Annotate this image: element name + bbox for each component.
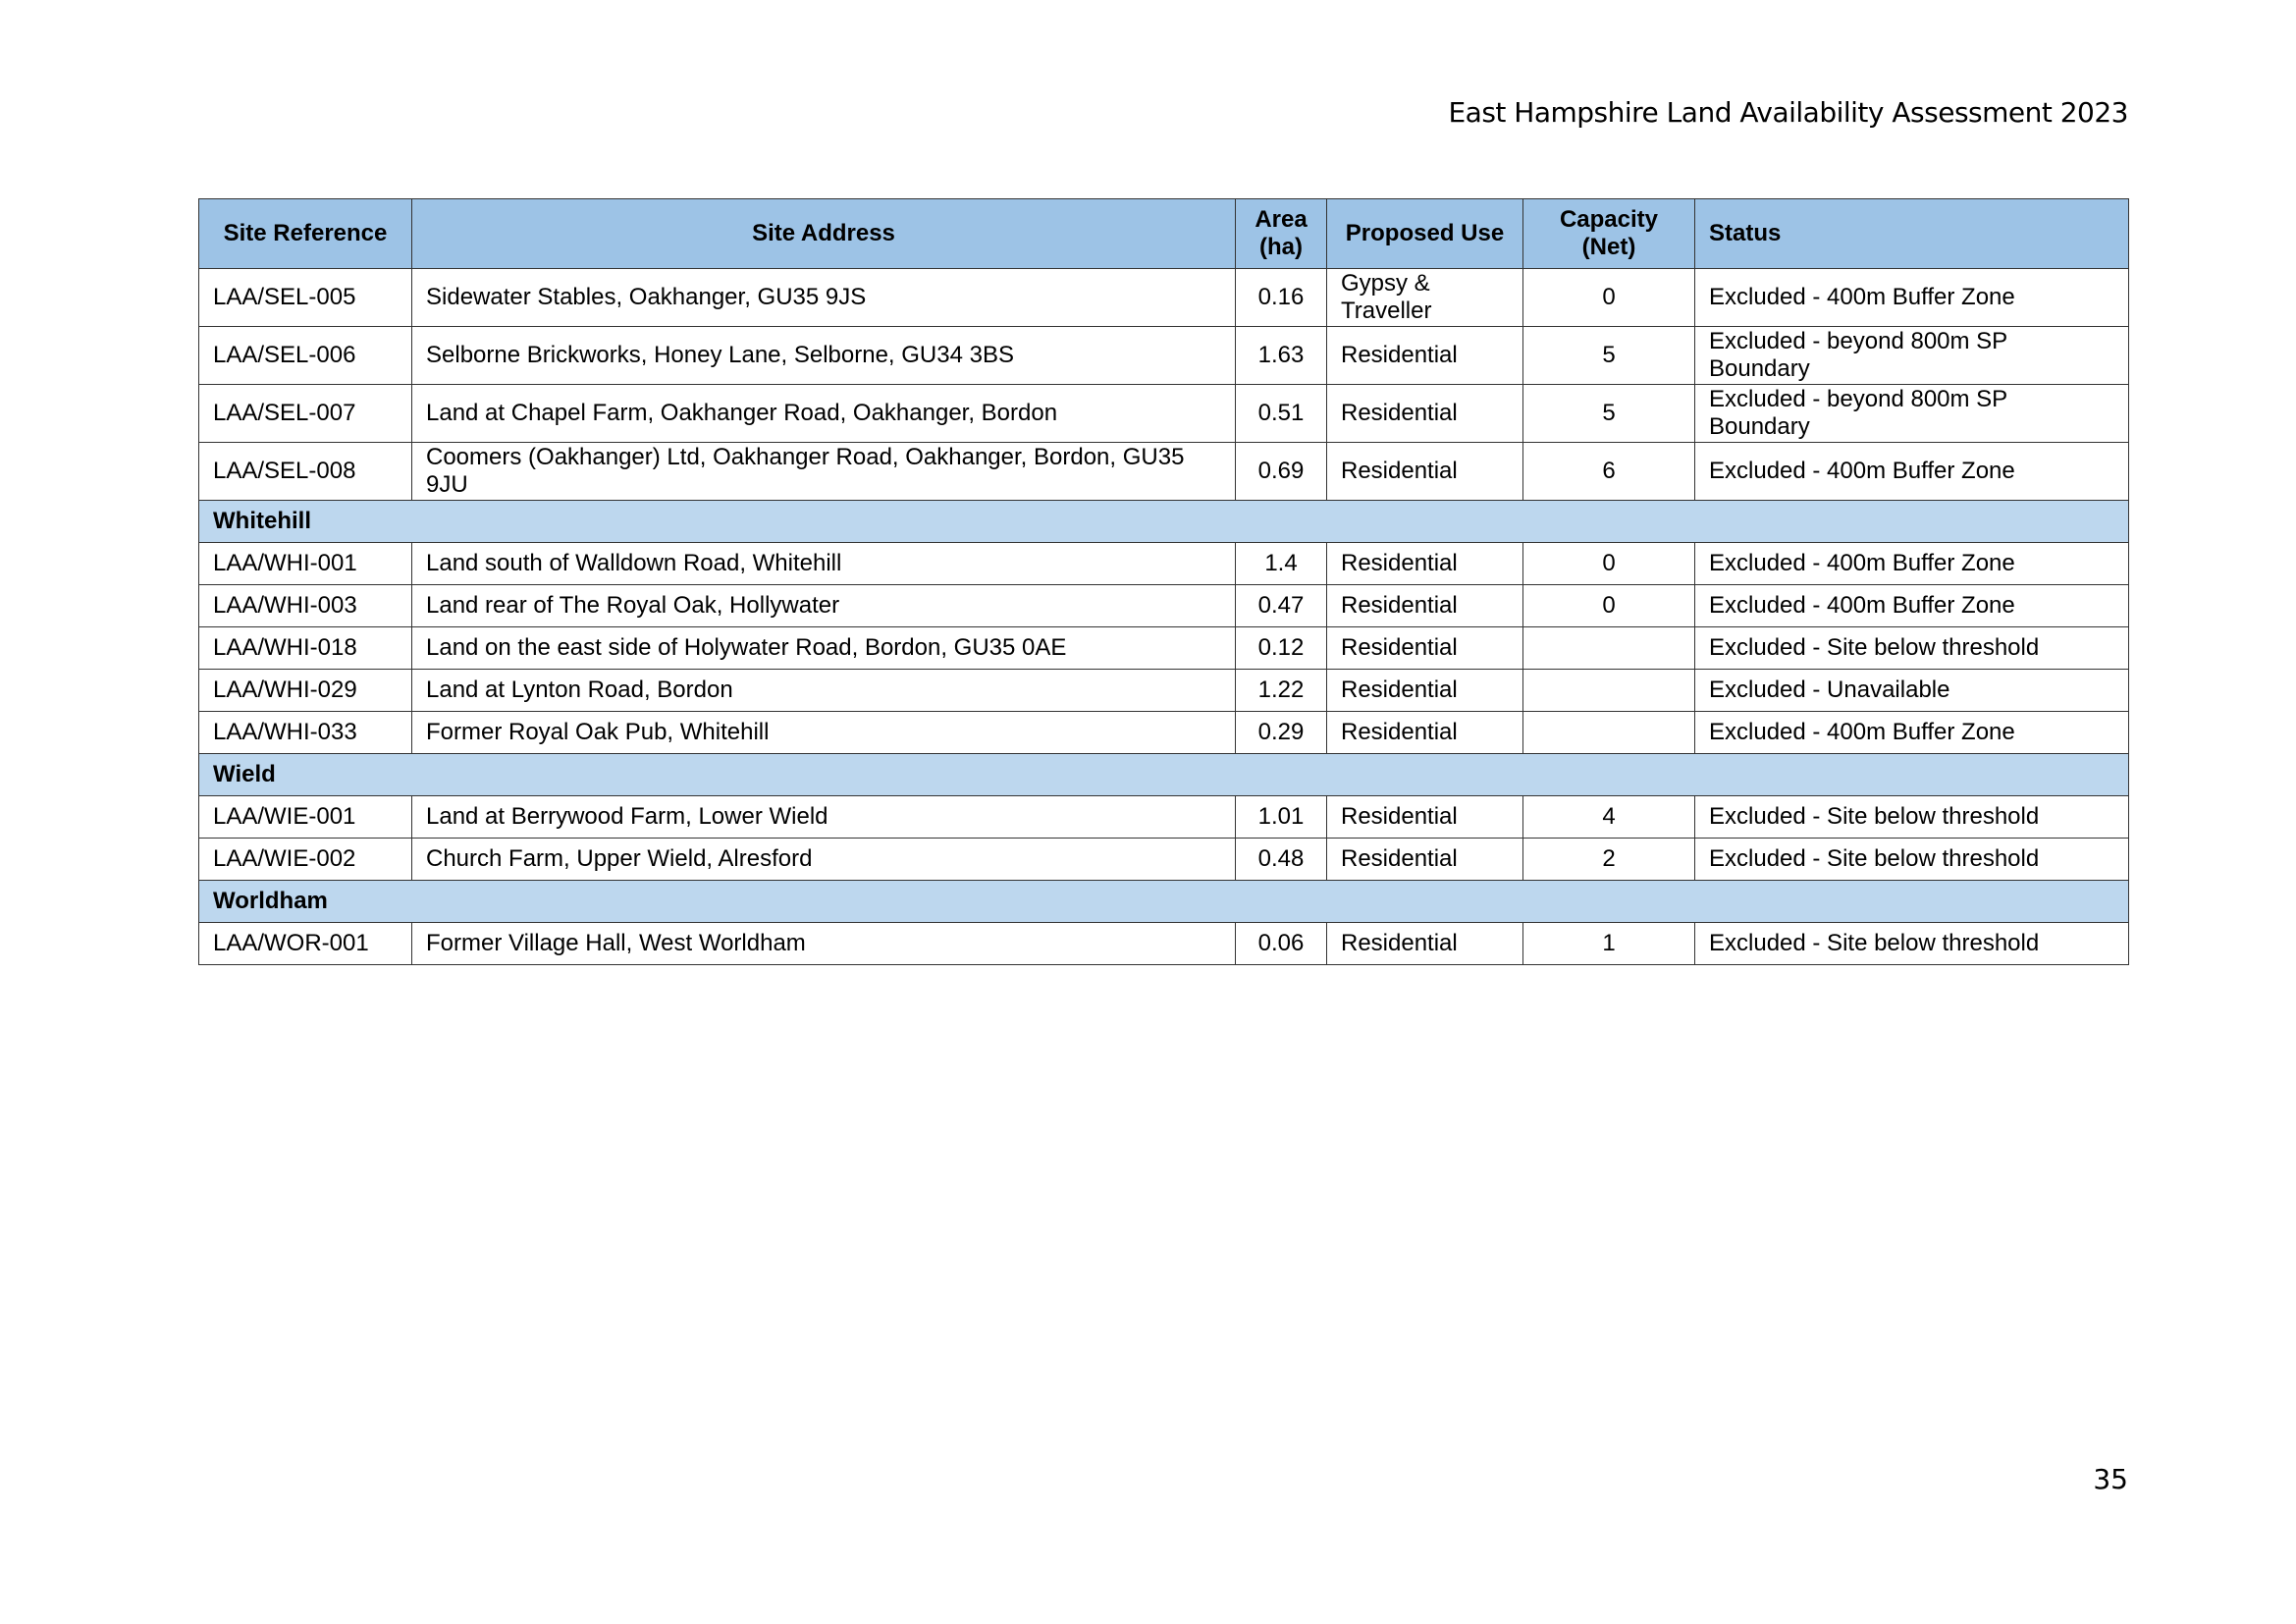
area-cell: 0.51	[1236, 385, 1327, 443]
site-reference-cell: LAA/WIE-002	[199, 839, 412, 881]
table-row	[199, 543, 2129, 585]
group-row-wield	[199, 754, 2129, 796]
status-cell: Excluded - 400m Buffer Zone	[1695, 543, 2129, 585]
capacity-cell: 2	[1523, 839, 1695, 881]
proposed-use-cell: Residential	[1327, 796, 1523, 839]
site-reference-cell: LAA/WHI-029	[199, 670, 412, 712]
group-row-worldham	[199, 881, 2129, 923]
table-row	[199, 385, 2129, 443]
status-cell: Excluded - Site below threshold	[1695, 923, 2129, 965]
proposed-use-cell: Residential	[1327, 712, 1523, 754]
capacity-cell: 0	[1523, 543, 1695, 585]
capacity-cell: 0	[1523, 269, 1695, 327]
table-row	[199, 839, 2129, 881]
site-address-cell: Former Village Hall, West Worldham	[412, 923, 1236, 965]
proposed-use-cell: Residential	[1327, 543, 1523, 585]
site-address-cell: Land at Lynton Road, Bordon	[412, 670, 1236, 712]
site-reference-cell: LAA/WHI-018	[199, 627, 412, 670]
table-row	[199, 923, 2129, 965]
proposed-use-cell: Residential	[1327, 627, 1523, 670]
site-address-cell: Selborne Brickworks, Honey Lane, Selborne, GU34 3BS	[412, 327, 1236, 385]
area-cell: 0.48	[1236, 839, 1327, 881]
area-cell: 0.29	[1236, 712, 1327, 754]
capacity-cell: 4	[1523, 796, 1695, 839]
site-reference-cell: LAA/SEL-007	[199, 385, 412, 443]
site-reference-cell: LAA/SEL-005	[199, 269, 412, 327]
column-header-proposed-use: Proposed Use	[1327, 199, 1523, 269]
site-reference-cell: LAA/SEL-006	[199, 327, 412, 385]
capacity-cell: 1	[1523, 923, 1695, 965]
table-row	[199, 585, 2129, 627]
site-address-cell: Former Royal Oak Pub, Whitehill	[412, 712, 1236, 754]
status-cell: Excluded - Site below threshold	[1695, 627, 2129, 670]
capacity-cell: 5	[1523, 327, 1695, 385]
capacity-cell	[1523, 670, 1695, 712]
area-cell: 1.4	[1236, 543, 1327, 585]
site-reference-cell: LAA/WHI-003	[199, 585, 412, 627]
capacity-cell: 6	[1523, 443, 1695, 501]
proposed-use-cell: Residential	[1327, 585, 1523, 627]
column-header-area: Area (ha)	[1236, 199, 1327, 269]
area-cell: 1.63	[1236, 327, 1327, 385]
proposed-use-cell: Residential	[1327, 443, 1523, 501]
area-cell: 1.22	[1236, 670, 1327, 712]
column-header-capacity: Capacity (Net)	[1523, 199, 1695, 269]
group-label: Worldham	[199, 881, 2129, 923]
site-address-cell: Church Farm, Upper Wield, Alresford	[412, 839, 1236, 881]
table-header-row	[199, 199, 2129, 269]
sites-table	[198, 198, 2129, 965]
capacity-cell: 0	[1523, 585, 1695, 627]
group-label: Wield	[199, 754, 2129, 796]
group-row-whitehill	[199, 501, 2129, 543]
site-address-cell: Land at Berrywood Farm, Lower Wield	[412, 796, 1236, 839]
proposed-use-cell: Residential	[1327, 670, 1523, 712]
area-cell: 0.69	[1236, 443, 1327, 501]
area-cell: 0.16	[1236, 269, 1327, 327]
site-reference-cell: LAA/WHI-001	[199, 543, 412, 585]
site-address-cell: Coomers (Oakhanger) Ltd, Oakhanger Road, Oakhanger, Bordon, GU35 9JU	[412, 443, 1236, 501]
table-row	[199, 627, 2129, 670]
table-row	[199, 443, 2129, 501]
table-row	[199, 327, 2129, 385]
status-cell: Excluded - 400m Buffer Zone	[1695, 712, 2129, 754]
page-number: 35	[2093, 1463, 2128, 1495]
capacity-cell	[1523, 627, 1695, 670]
status-cell: Excluded - beyond 800m SP Boundary	[1695, 385, 2129, 443]
site-address-cell: Land on the east side of Holywater Road, Bordon, GU35 0AE	[412, 627, 1236, 670]
site-address-cell: Land at Chapel Farm, Oakhanger Road, Oakhanger, Bordon	[412, 385, 1236, 443]
site-address-cell: Sidewater Stables, Oakhanger, GU35 9JS	[412, 269, 1236, 327]
status-cell: Excluded - 400m Buffer Zone	[1695, 269, 2129, 327]
column-header-status: Status	[1695, 199, 2129, 269]
site-reference-cell: LAA/WIE-001	[199, 796, 412, 839]
proposed-use-cell: Residential	[1327, 923, 1523, 965]
area-cell: 0.06	[1236, 923, 1327, 965]
site-reference-cell: LAA/WHI-033	[199, 712, 412, 754]
site-address-cell: Land rear of The Royal Oak, Hollywater	[412, 585, 1236, 627]
group-label: Whitehill	[199, 501, 2129, 543]
table-row	[199, 712, 2129, 754]
status-cell: Excluded - Site below threshold	[1695, 839, 2129, 881]
status-cell: Excluded - 400m Buffer Zone	[1695, 585, 2129, 627]
proposed-use-cell: Residential	[1327, 839, 1523, 881]
table-row	[199, 796, 2129, 839]
table-row	[199, 670, 2129, 712]
status-cell: Excluded - beyond 800m SP Boundary	[1695, 327, 2129, 385]
column-header-site-reference: Site Reference	[199, 199, 412, 269]
area-cell: 0.12	[1236, 627, 1327, 670]
site-reference-cell: LAA/SEL-008	[199, 443, 412, 501]
status-cell: Excluded - Unavailable	[1695, 670, 2129, 712]
column-header-site-address: Site Address	[412, 199, 1236, 269]
capacity-cell	[1523, 712, 1695, 754]
site-reference-cell: LAA/WOR-001	[199, 923, 412, 965]
proposed-use-cell: Residential	[1327, 385, 1523, 443]
status-cell: Excluded - Site below threshold	[1695, 796, 2129, 839]
status-cell: Excluded - 400m Buffer Zone	[1695, 443, 2129, 501]
site-address-cell: Land south of Walldown Road, Whitehill	[412, 543, 1236, 585]
proposed-use-cell: Residential	[1327, 327, 1523, 385]
proposed-use-cell: Gypsy & Traveller	[1327, 269, 1523, 327]
document-title: East Hampshire Land Availability Assessment 2023	[1448, 96, 2128, 129]
area-cell: 1.01	[1236, 796, 1327, 839]
table-row	[199, 269, 2129, 327]
area-cell: 0.47	[1236, 585, 1327, 627]
capacity-cell: 5	[1523, 385, 1695, 443]
